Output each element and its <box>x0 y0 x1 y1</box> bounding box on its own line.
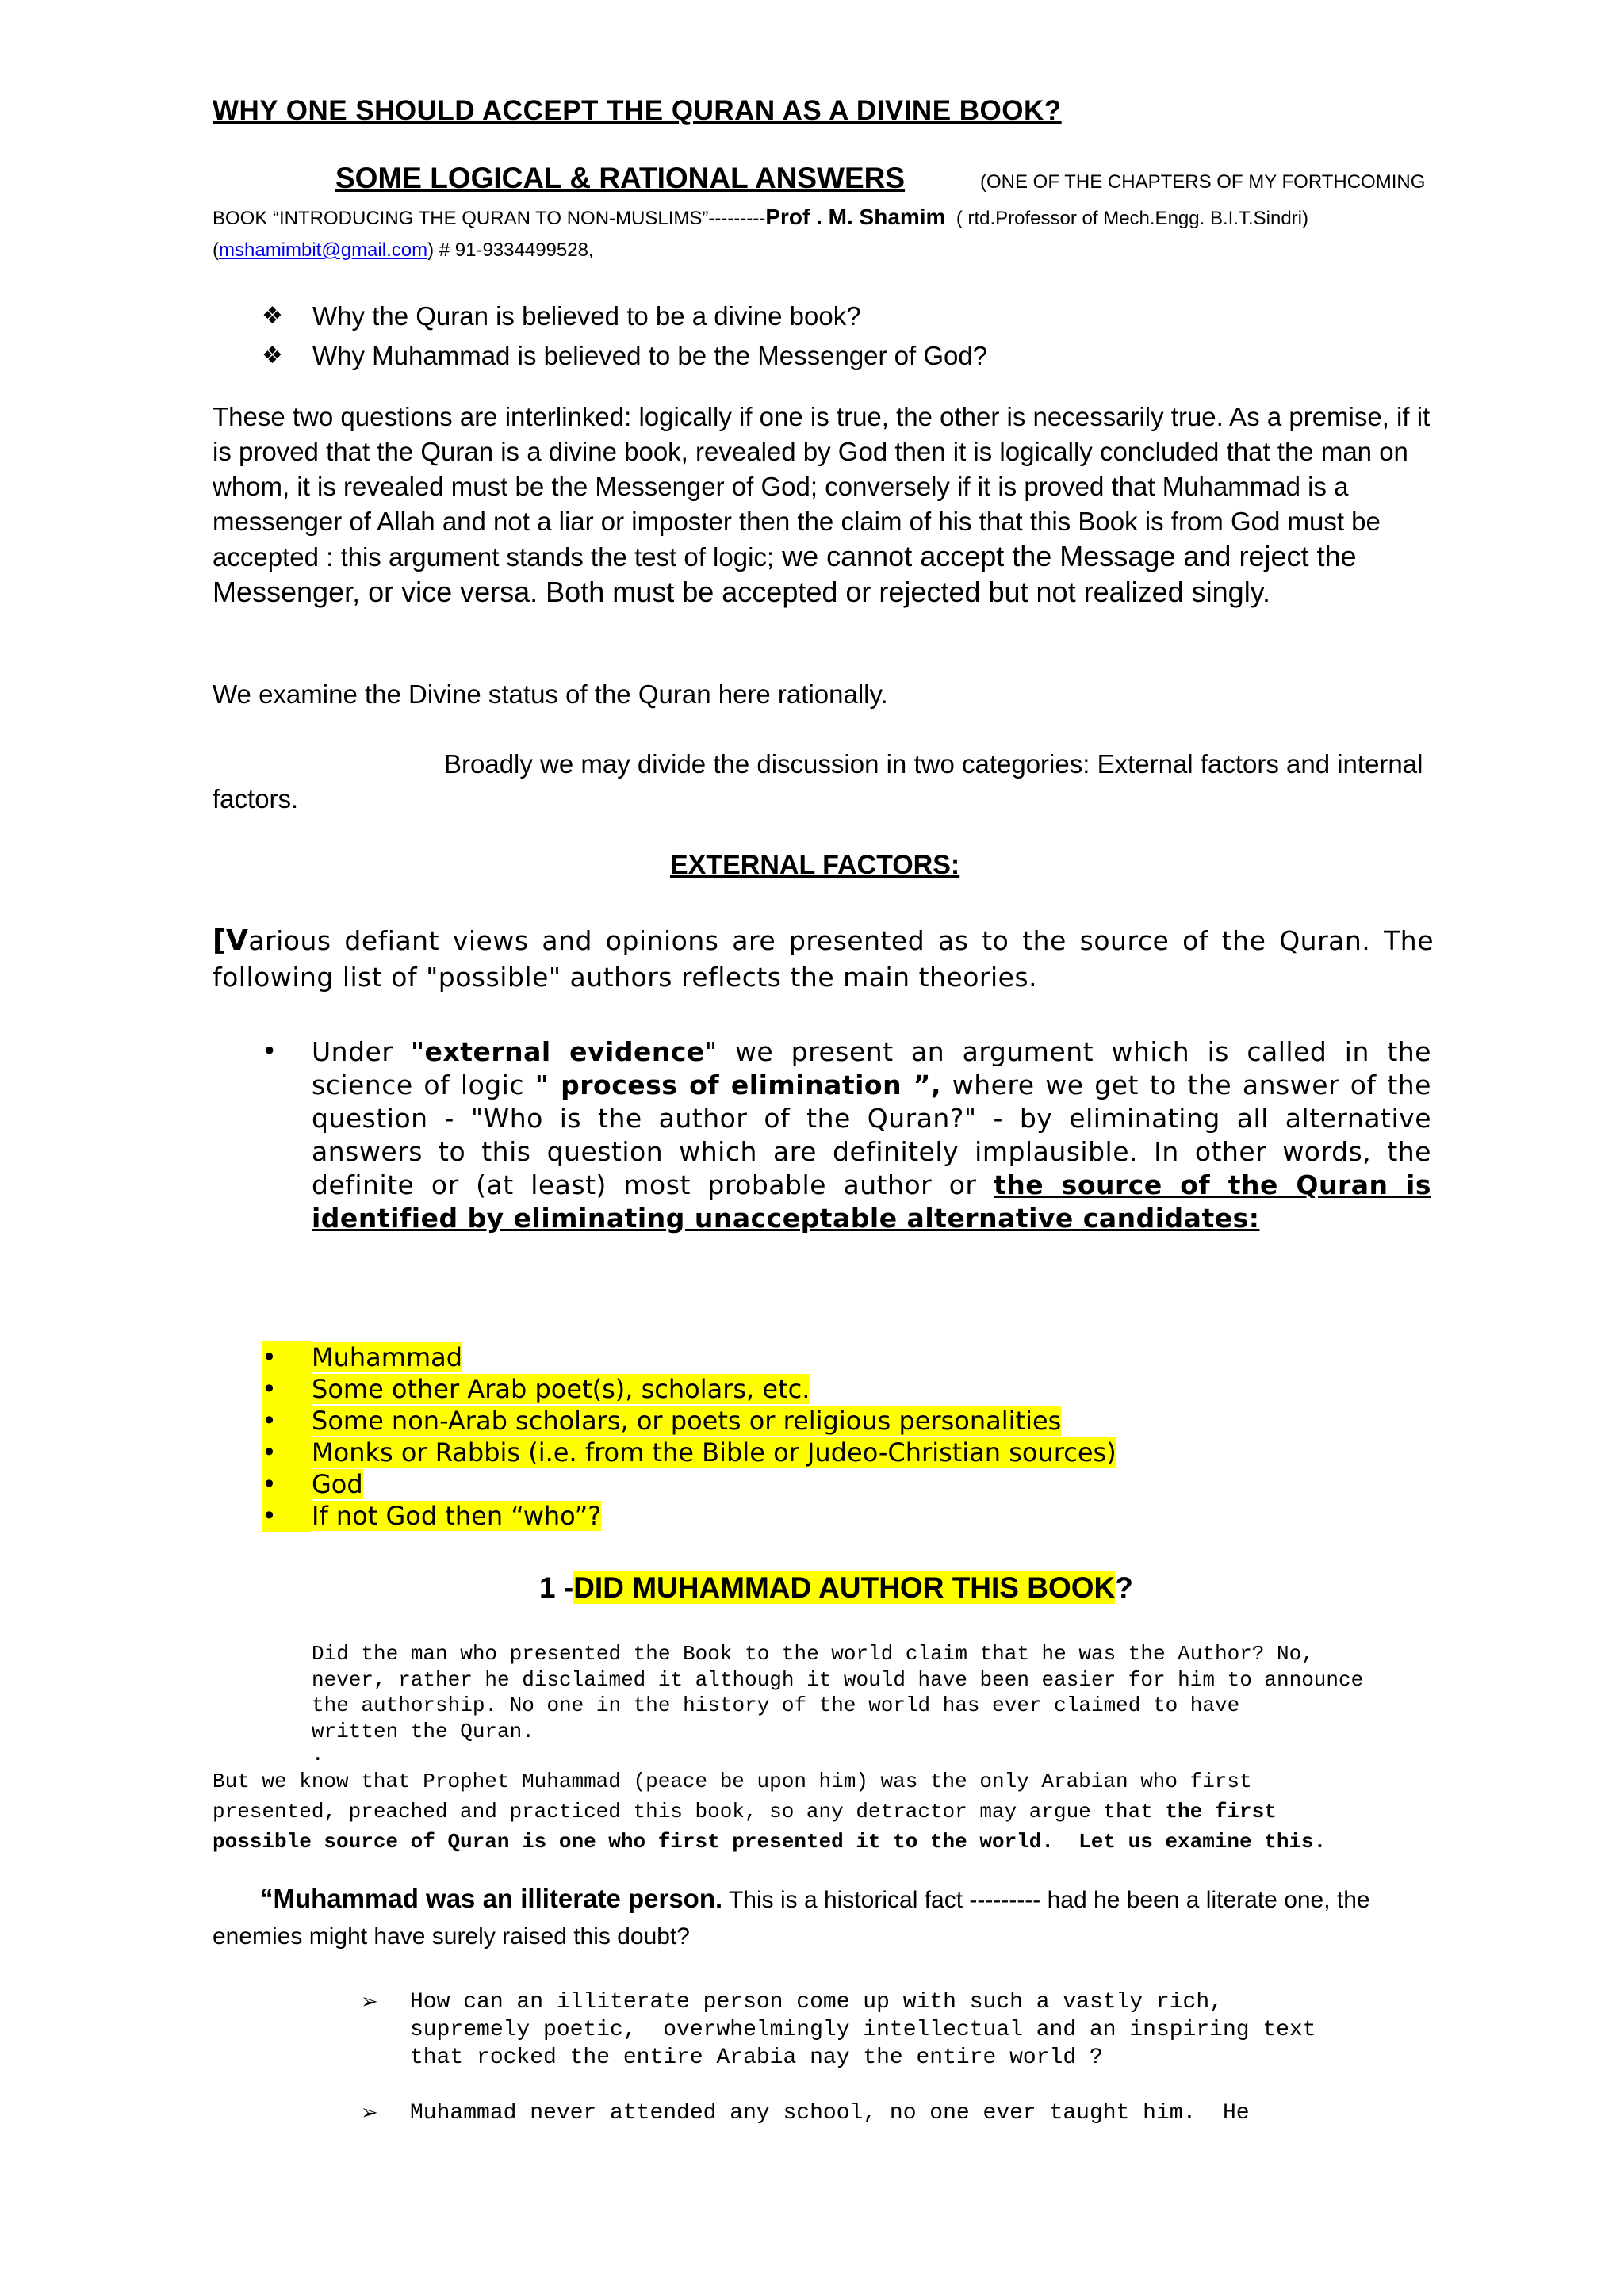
arrow-list-item: ➢ How can an illiterate person come up with such a vastly rich, supremely poetic, overwhelmingly intellectual and an inspiring text that rocked the entire Arabia nay the entire world ? <box>361 1990 1316 2070</box>
stray-dot: . <box>312 1743 324 1766</box>
arrow-list-item: ➢ Muhammad never attended any school, no one ever taught him. He <box>361 2101 1250 2126</box>
bullet-icon: • <box>262 1437 312 1468</box>
email-link[interactable]: mshamimbit@gmail.com <box>219 239 428 261</box>
external-factors-heading: EXTERNAL FACTORS: <box>670 850 960 880</box>
bullet-icon: • <box>262 1468 312 1500</box>
byline-book: BOOK “INTRODUCING THE QURAN TO NON-MUSLIMS”--------- <box>213 208 766 229</box>
document-subtitle: SOME LOGICAL & RATIONAL ANSWERS <box>335 162 906 194</box>
bullet-icon: • <box>262 1405 312 1437</box>
list-item: • God <box>262 1469 363 1499</box>
list-item: ❖ Why the Quran is believed to be a divine book? <box>262 297 1451 336</box>
paragraph-premise: These two questions are interlinked: logically if one is true, the other is necessarily true. As a premise, if it is proved that the Quran is a divine book, revealed by God then it is logically concluded that the man on whom, it is revealed must be the Messenger of God; conversely if it is proved that Muhammad is a messenger of Allah and not a liar or imposter then the claim of his that this Book is from God must be accepted : this argument stands the test of logic; we cannot accept the Message and reject the Messenger, or vice versa. Both must be accepted or rejected but not realized singly. <box>213 402 1431 608</box>
author-name: Prof . M. Shamim <box>765 205 946 229</box>
illiterate-paragraph: “Muhammad was an illiterate person. This is a historical fact --------- had he been a literate one, the enemies might have surely raised this doubt? <box>213 1884 1370 1950</box>
paragraph-categories: Broadly we may divide the discussion in two categories: External factors and internal factors. <box>213 749 1423 813</box>
document-title: WHY ONE SHOULD ACCEPT THE QURAN AS A DIVINE BOOK? <box>213 95 1062 126</box>
bullet-icon: • <box>262 1373 312 1405</box>
list-item: • Monks or Rabbis (i.e. from the Bible or Judeo-Christian sources) <box>262 1437 1116 1468</box>
evidence-paragraph: Under "external evidence" we present an argument which is called in the science of logic " process of elimination ”, where we get to the answer of the question - "Who is the author of the Quran?" - by eliminating all alternative answers to this question which are definitely implausible. In other words, the definite or (at least) most probable author or the source of the Quran is identified by eliminating unacceptable alternative candidates: <box>312 1036 1431 1234</box>
list-item: • Some non-Arab scholars, or poets or religious personalities <box>262 1406 1062 1436</box>
list-item: • Muhammad <box>262 1342 463 1372</box>
authorship-quote: Did the man who presented the Book to the world claim that he was the Author? No, never, rather he disclaimed it although it would have been easier for him to announce the authorship. No one in the history of the world has ever claimed to have written the Quran. <box>312 1642 1364 1743</box>
list-item: ❖ Why Muhammad is believed to be the Messenger of God? <box>262 336 1451 376</box>
author-affiliation: ( rtd.Professor of Mech.Engg. B.I.T.Sindri) <box>956 208 1308 229</box>
paragraph-views: [Various defiant views and opinions are presented as to the source of the Quran. The following list of "possible" authors reflects the main theories. <box>213 924 1434 993</box>
bullet-icon: • <box>262 1035 278 1066</box>
list-item: • If not God then “who”? <box>262 1501 602 1531</box>
diamond-bullet-icon: ❖ <box>262 302 283 330</box>
byline <box>213 205 1308 230</box>
diamond-bullet-icon: ❖ <box>262 342 283 369</box>
contact-line: (mshamimbit@gmail.com) # 91-9334499528, <box>213 239 594 261</box>
bullet-icon: • <box>262 1341 312 1373</box>
arrow-bullet-icon: ➢ <box>361 1990 378 2014</box>
question-list <box>262 297 1451 376</box>
phone-number: # 91-9334499528, <box>439 239 594 261</box>
bullet-icon: • <box>262 1500 312 1532</box>
candidate-list <box>262 1341 1116 1532</box>
chapter-note: (ONE OF THE CHAPTERS OF MY FORTHCOMING <box>980 171 1426 193</box>
arrow-bullet-icon: ➢ <box>361 2101 378 2125</box>
section-heading-1: 1 -DID MUHAMMAD AUTHOR THIS BOOK? <box>539 1571 1133 1604</box>
paragraph-examine: We examine the Divine status of the Quran here rationally. <box>213 679 888 709</box>
detractor-paragraph: But we know that Prophet Muhammad (peace be upon him) was the only Arabian who first presented, preached and practiced this book, so any detractor may argue that the first possible source of Quran is one who first presented it to the world. Let us examine this. <box>213 1770 1327 1854</box>
list-item: • Some other Arab poet(s), scholars, etc. <box>262 1374 810 1404</box>
